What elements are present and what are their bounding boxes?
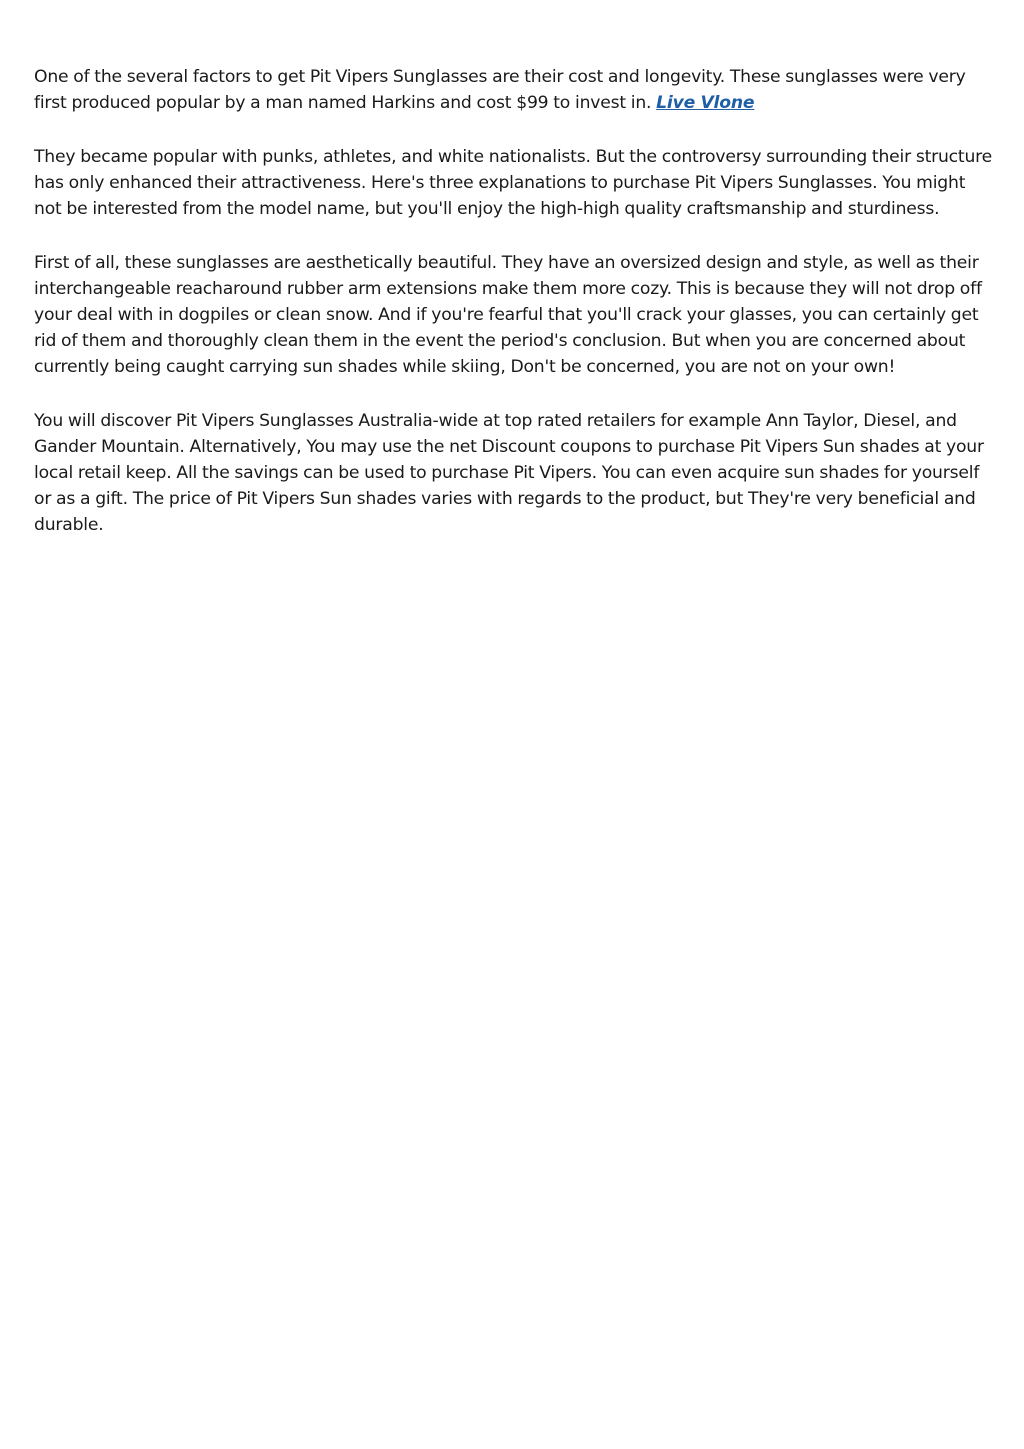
paragraph-1 — [34, 64, 994, 116]
paragraph-4: You will discover Pit Vipers Sunglasses Australia-wide at top rated retailers for example Ann Taylor, Diesel, and Gander Mountain. Alternatively, You may use the net Discount coupons to purchase Pit Vipers Sun shades at your local retail keep. All the savings can be used to purchase Pit Vipers. You can even acquire sun shades for yourself or as a gift. The price of Pit Vipers Sun shades varies with regards to the product, but They're very beneficial and durable. — [34, 411, 984, 535]
document-body — [34, 64, 994, 566]
paragraph-1-text: One of the several factors to get Pit Vipers Sunglasses are their cost and longevity. These sunglasses were very first produced popular by a man named Harkins and cost $99 to invest in. — [34, 67, 966, 113]
paragraph-3: First of all, these sunglasses are aesthetically beautiful. They have an oversized design and style, as well as their interchangeable reacharound rubber arm extensions make them more cozy. This is because they will not drop off your deal with in dogpiles or clean snow. And if you're fearful that you'll crack your glasses, you can certainly get rid of them and thoroughly clean them in the event the period's conclusion. But when you are concerned about currently being caught carrying sun shades while skiing, Don't be concerned, you are not on your own! — [34, 253, 982, 377]
paragraph-2: They became popular with punks, athletes, and white nationalists. But the controversy surrounding their structure has only enhanced their attractiveness. Here's three explanations to purchase Pit Vipers Sunglasses. You might not be interested from the model name, but you'll enjoy the high-high quality craftsmanship and sturdiness. — [34, 147, 993, 219]
live-vlone-link[interactable]: Live Vlone — [656, 93, 755, 113]
